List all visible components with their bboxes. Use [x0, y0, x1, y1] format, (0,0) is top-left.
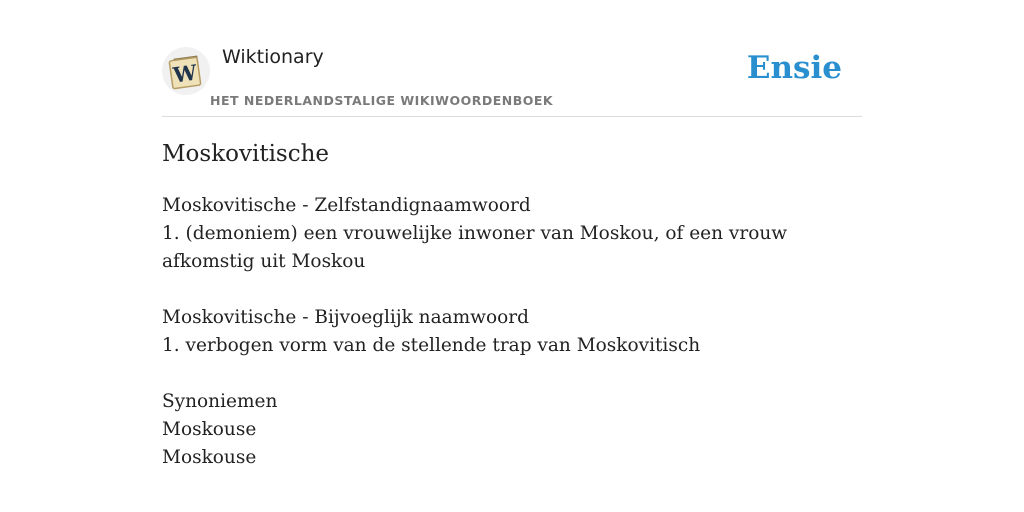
- entry-content: [162, 192, 862, 472]
- section-adjective: [162, 304, 862, 360]
- wiktionary-logo-icon[interactable]: [162, 47, 210, 95]
- section-noun: [162, 192, 862, 276]
- definition-line: 1. verbogen vorm van de stellende trap van Moskovitisch: [162, 335, 701, 356]
- definition-line: 1. (demoniem) een vrouwelijke inwoner van Moskou, of een vrouw afkomstig uit Moskou: [162, 223, 788, 272]
- spacer: [162, 360, 862, 388]
- ensie-brand-link[interactable]: Ensie: [746, 50, 842, 86]
- page-title: Moskovitische: [162, 141, 330, 167]
- site-header: [162, 42, 862, 117]
- synonym-item: Moskouse: [162, 447, 257, 468]
- section-heading: Moskovitische - Zelfstandignaamwoord: [162, 195, 531, 216]
- section-heading: Moskovitische - Bijvoeglijk naamwoord: [162, 307, 529, 328]
- site-tagline: HET NEDERLANDSTALIGE WIKIWOORDENBOEK: [210, 93, 554, 108]
- synonym-item: Moskouse: [162, 419, 257, 440]
- section-synonyms: [162, 388, 862, 472]
- svg-text:W: W: [171, 59, 199, 88]
- section-heading: Synoniemen: [162, 391, 278, 412]
- site-name[interactable]: Wiktionary: [222, 46, 324, 68]
- spacer: [162, 276, 862, 304]
